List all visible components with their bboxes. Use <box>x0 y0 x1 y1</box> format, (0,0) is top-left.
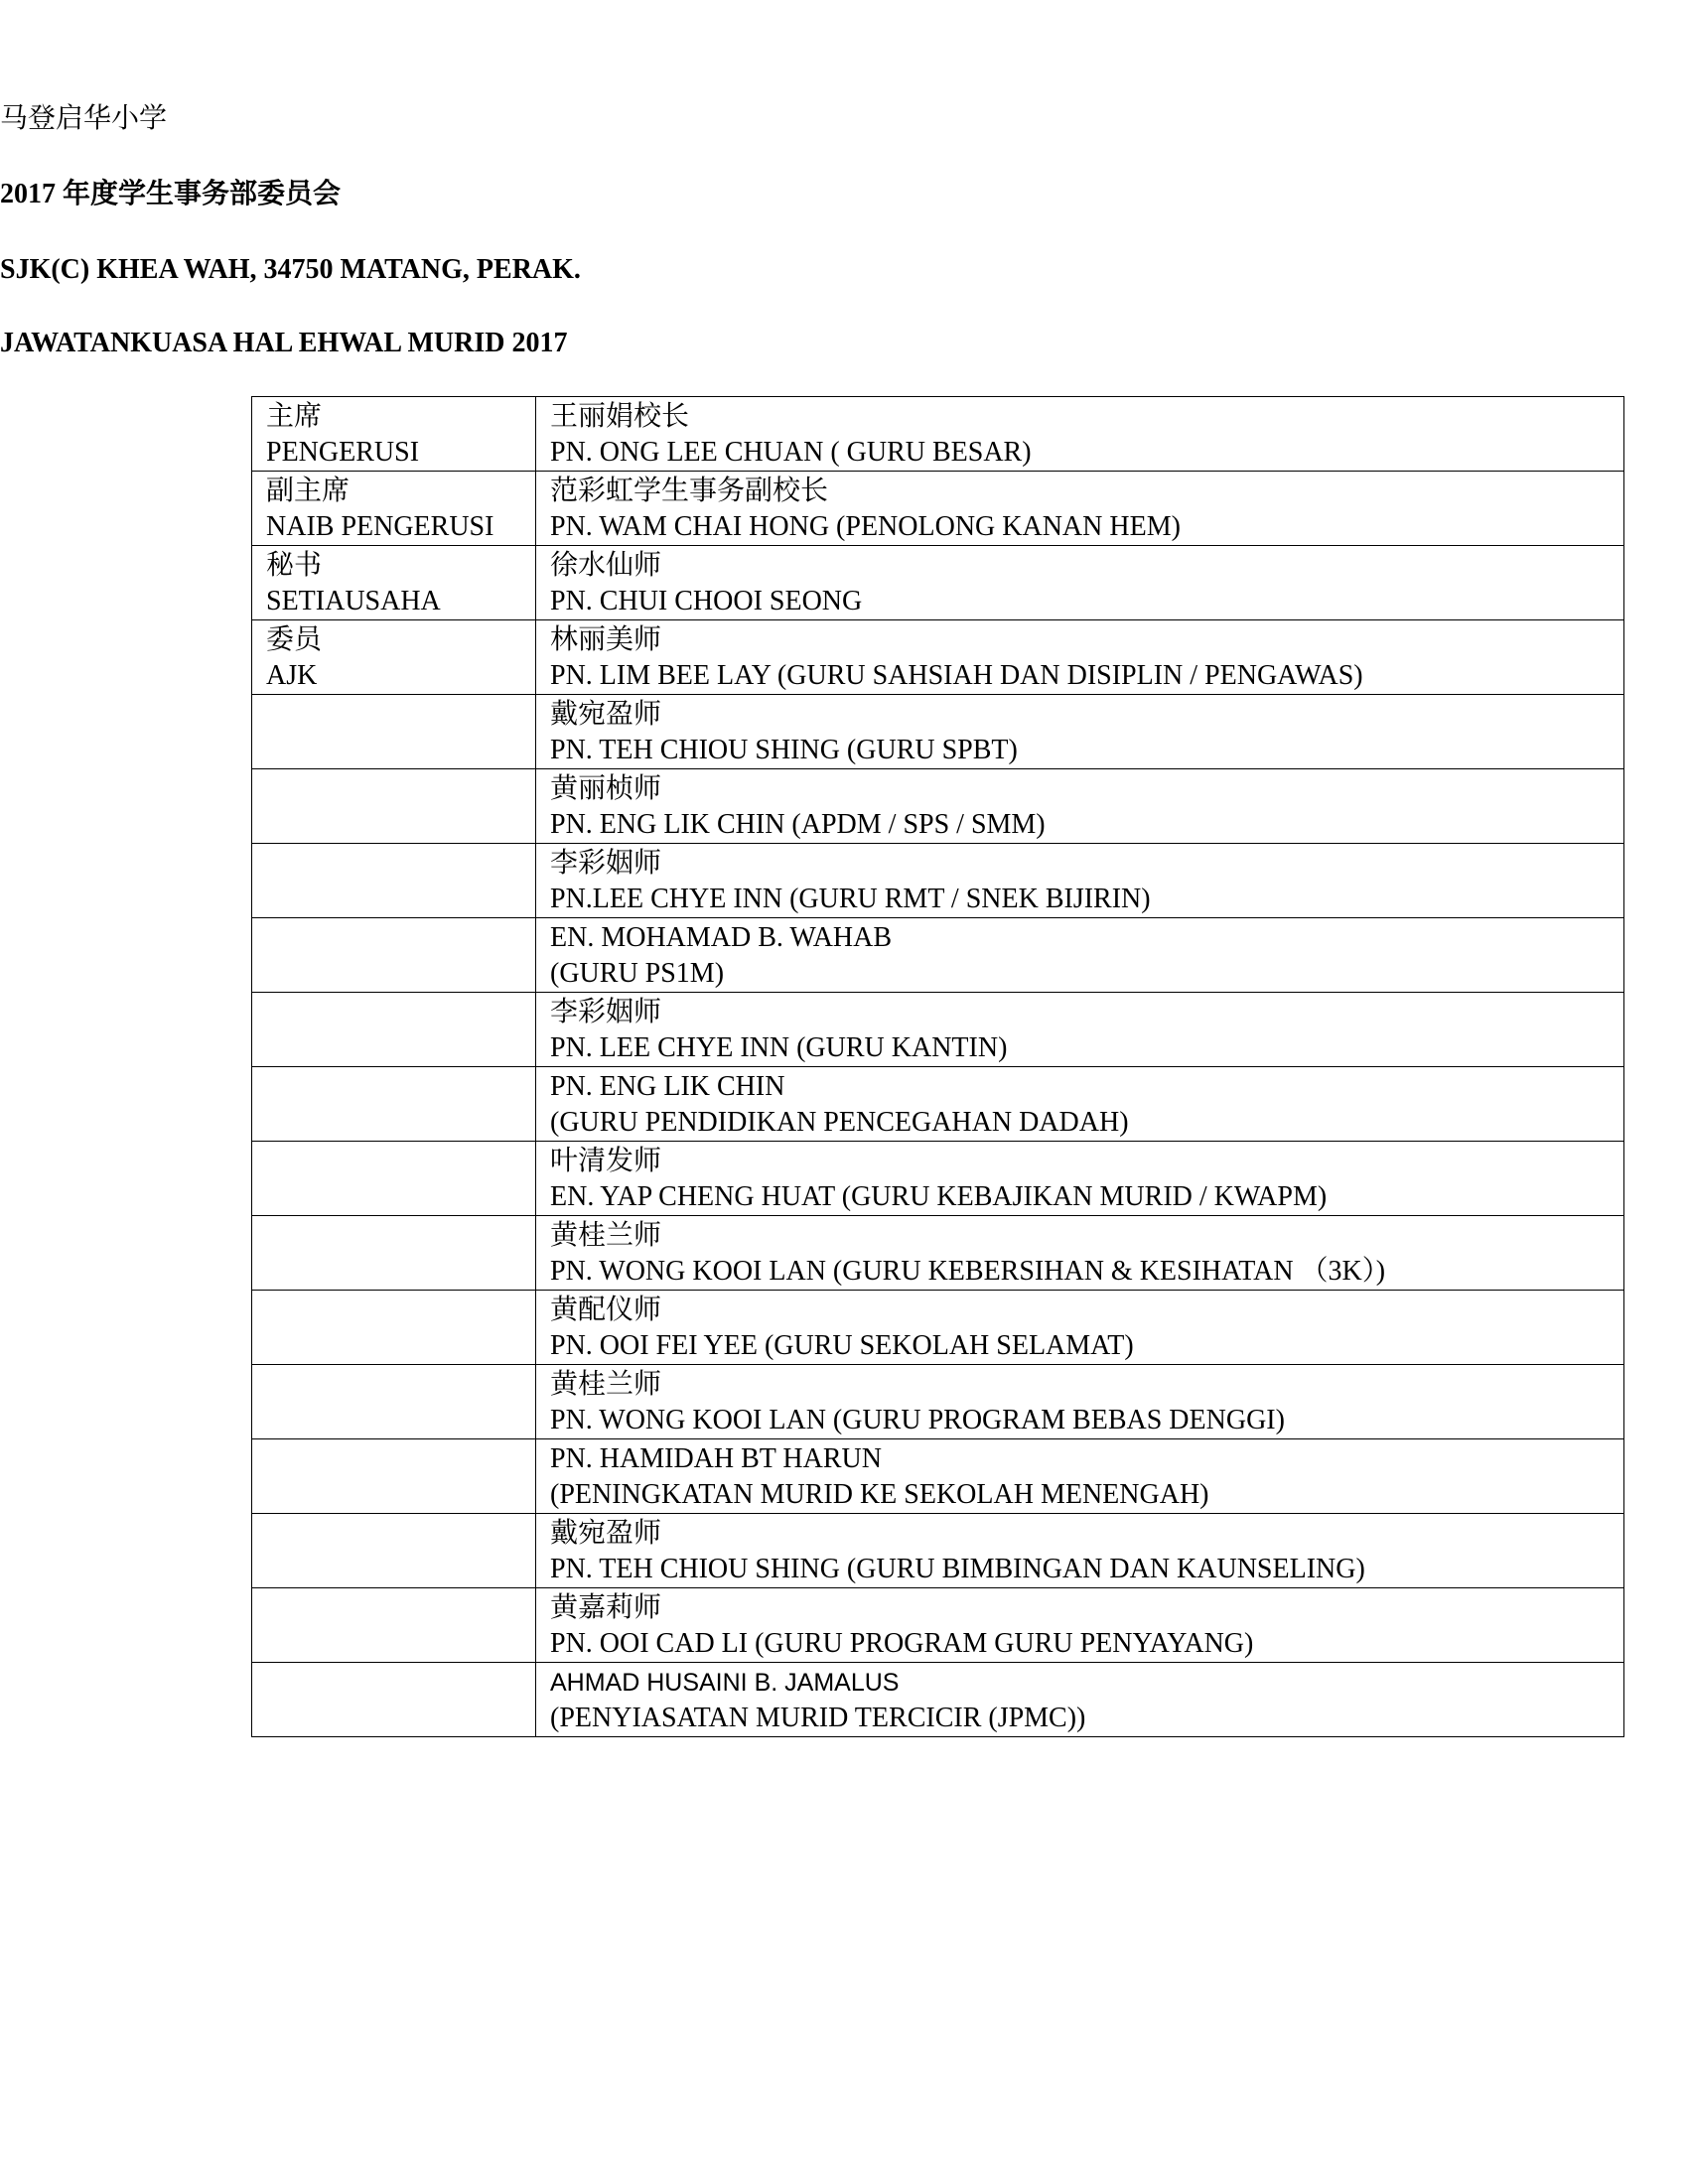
role-chinese: 主席 <box>266 401 323 432</box>
member-cell <box>536 1067 1624 1142</box>
role-malay <box>266 1477 521 1513</box>
role-cell <box>252 397 536 472</box>
role-cell <box>252 1216 536 1291</box>
member-name-line: PN. ENG LIK CHIN <box>550 1071 785 1102</box>
member-duty-line: PN. OOI CAD LI (GURU PROGRAM GURU PENYAYANG) <box>550 1628 1254 1659</box>
table-row <box>252 1067 1624 1142</box>
table-row <box>252 993 1624 1067</box>
table-row <box>252 1439 1624 1514</box>
role-cell <box>252 546 536 620</box>
member-duty-line: PN. ENG LIK CHIN (APDM / SPS / SMM) <box>550 809 1046 840</box>
role-malay: SETIAUSAHA <box>266 586 441 616</box>
member-cell <box>536 1291 1624 1365</box>
role-chinese <box>266 846 521 882</box>
member-name-line: 戴宛盈师 <box>550 1518 662 1549</box>
table-row <box>252 397 1624 472</box>
role-chinese <box>266 1590 521 1626</box>
table-row <box>252 1663 1624 1737</box>
table-row <box>252 1514 1624 1588</box>
role-cell <box>252 1142 536 1216</box>
role-cell <box>252 695 536 769</box>
member-duty-line: (PENYIASATAN MURID TERCICIR (JPMC)) <box>550 1703 1086 1733</box>
table-row <box>252 1365 1624 1439</box>
member-cell <box>536 1439 1624 1514</box>
role-malay <box>266 1552 521 1587</box>
member-duty-line: (PENINGKATAN MURID KE SEKOLAH MENENGAH) <box>550 1479 1209 1510</box>
role-malay <box>266 1626 521 1662</box>
member-duty-line: PN. WONG KOOI LAN (GURU PROGRAM BEBAS DENGGI) <box>550 1405 1285 1435</box>
table-row <box>252 1291 1624 1365</box>
role-malay <box>266 733 521 768</box>
member-cell <box>536 1514 1624 1588</box>
member-cell <box>536 769 1624 844</box>
role-malay <box>266 956 521 992</box>
member-duty-line: PN.LEE CHYE INN (GURU RMT / SNEK BIJIRIN) <box>550 884 1151 914</box>
table-row <box>252 918 1624 993</box>
member-duty-line: EN. YAP CHENG HUAT (GURU KEBAJIKAN MURID / KWAPM) <box>550 1181 1328 1212</box>
role-malay: AJK <box>266 660 318 691</box>
table-row <box>252 1216 1624 1291</box>
member-name-line: 黄丽桢师 <box>550 773 662 804</box>
member-name-line: EN. MOHAMAD B. WAHAB <box>550 922 893 953</box>
role-malay <box>266 1105 521 1141</box>
member-cell <box>536 695 1624 769</box>
role-malay: PENGERUSI <box>266 437 420 468</box>
member-duty-line: PN. OOI FEI YEE (GURU SEKOLAH SELAMAT) <box>550 1330 1134 1361</box>
role-malay <box>266 807 521 843</box>
role-cell <box>252 1439 536 1514</box>
member-cell <box>536 546 1624 620</box>
role-chinese <box>266 1516 521 1552</box>
table-row <box>252 695 1624 769</box>
member-cell <box>536 844 1624 918</box>
committee-table <box>251 396 1624 1737</box>
member-name-line: 李彩姻师 <box>550 997 662 1027</box>
role-chinese <box>266 1218 521 1254</box>
table-row <box>252 844 1624 918</box>
member-duty-line: PN. LIM BEE LAY (GURU SAHSIAH DAN DISIPLIN / PENGAWAS) <box>550 660 1363 691</box>
role-malay <box>266 1254 521 1290</box>
role-chinese <box>266 920 521 956</box>
member-name-line: 林丽美师 <box>550 624 662 655</box>
role-cell <box>252 1514 536 1588</box>
member-name-line: 范彩虹学生事务副校长 <box>550 476 829 506</box>
role-cell <box>252 472 536 546</box>
member-duty-line: PN. TEH CHIOU SHING (GURU SPBT) <box>550 735 1018 765</box>
role-malay <box>266 1179 521 1215</box>
role-cell <box>252 918 536 993</box>
member-cell <box>536 1365 1624 1439</box>
member-cell <box>536 993 1624 1067</box>
member-name-line: 黄配仪师 <box>550 1295 662 1325</box>
member-duty-line: PN. WONG KOOI LAN (GURU KEBERSIHAN & KESIHATAN （3K）) <box>550 1256 1386 1287</box>
member-duty-line: (GURU PS1M) <box>550 958 725 989</box>
member-name-line: 李彩姻师 <box>550 848 662 879</box>
member-cell <box>536 472 1624 546</box>
member-name-line: 叶清发师 <box>550 1146 662 1176</box>
member-duty-line: (GURU PENDIDIKAN PENCEGAHAN DADAH) <box>550 1107 1129 1138</box>
table-row <box>252 1142 1624 1216</box>
member-cell <box>536 918 1624 993</box>
role-cell <box>252 1663 536 1737</box>
role-chinese <box>266 771 521 807</box>
school-name-chinese: 马登启华小学 <box>0 103 168 134</box>
committee-table-body <box>252 397 1624 1737</box>
member-duty-line: PN. CHUI CHOOI SEONG <box>550 586 863 616</box>
role-chinese <box>266 995 521 1030</box>
member-name-line: 黄嘉莉师 <box>550 1592 662 1623</box>
role-chinese <box>266 1069 521 1105</box>
table-row <box>252 1588 1624 1663</box>
member-duty-line: PN. LEE CHYE INN (GURU KANTIN) <box>550 1032 1008 1063</box>
role-cell <box>252 1588 536 1663</box>
member-duty-line: PN. ONG LEE CHUAN ( GURU BESAR) <box>550 437 1032 468</box>
role-cell <box>252 769 536 844</box>
member-cell <box>536 1663 1624 1737</box>
member-cell <box>536 1588 1624 1663</box>
role-cell <box>252 1291 536 1365</box>
role-malay <box>266 1701 521 1736</box>
committee-title-malay: JAWATANKUASA HAL EHWAL MURID 2017 <box>0 328 568 358</box>
school-name-malay: SJK(C) KHEA WAH, 34750 MATANG, PERAK. <box>0 254 581 285</box>
member-name-line: PN. HAMIDAH BT HARUN <box>550 1443 882 1474</box>
member-name-line: 戴宛盈师 <box>550 699 662 730</box>
role-chinese <box>266 697 521 733</box>
role-cell <box>252 993 536 1067</box>
role-chinese <box>266 1293 521 1328</box>
table-row <box>252 620 1624 695</box>
table-row <box>252 472 1624 546</box>
role-malay <box>266 1328 521 1364</box>
member-name-line: 王丽娟校长 <box>550 401 690 432</box>
member-name-line: 徐水仙师 <box>550 550 662 581</box>
member-cell <box>536 397 1624 472</box>
role-chinese <box>266 1665 521 1701</box>
role-malay: NAIB PENGERUSI <box>266 511 494 542</box>
table-row <box>252 546 1624 620</box>
committee-title-chinese: 2017 年度学生事务部委员会 <box>0 179 342 209</box>
member-name-line: AHMAD HUSAINI B. JAMALUS <box>550 1669 900 1697</box>
role-cell <box>252 1365 536 1439</box>
role-chinese <box>266 1144 521 1179</box>
role-chinese <box>266 1441 521 1477</box>
role-cell <box>252 844 536 918</box>
member-cell <box>536 1216 1624 1291</box>
role-chinese: 副主席 <box>266 476 351 506</box>
member-cell <box>536 620 1624 695</box>
role-malay <box>266 1403 521 1438</box>
role-malay <box>266 882 521 917</box>
table-row <box>252 769 1624 844</box>
member-duty-line: PN. WAM CHAI HONG (PENOLONG KANAN HEM) <box>550 511 1181 542</box>
member-duty-line: PN. TEH CHIOU SHING (GURU BIMBINGAN DAN KAUNSELING) <box>550 1554 1365 1584</box>
member-cell <box>536 1142 1624 1216</box>
role-malay <box>266 1030 521 1066</box>
member-name-line: 黄桂兰师 <box>550 1220 662 1251</box>
member-name-line: 黄桂兰师 <box>550 1369 662 1400</box>
role-cell <box>252 620 536 695</box>
role-chinese <box>266 1367 521 1403</box>
role-chinese: 秘书 <box>266 550 323 581</box>
role-chinese: 委员 <box>266 624 323 655</box>
role-cell <box>252 1067 536 1142</box>
